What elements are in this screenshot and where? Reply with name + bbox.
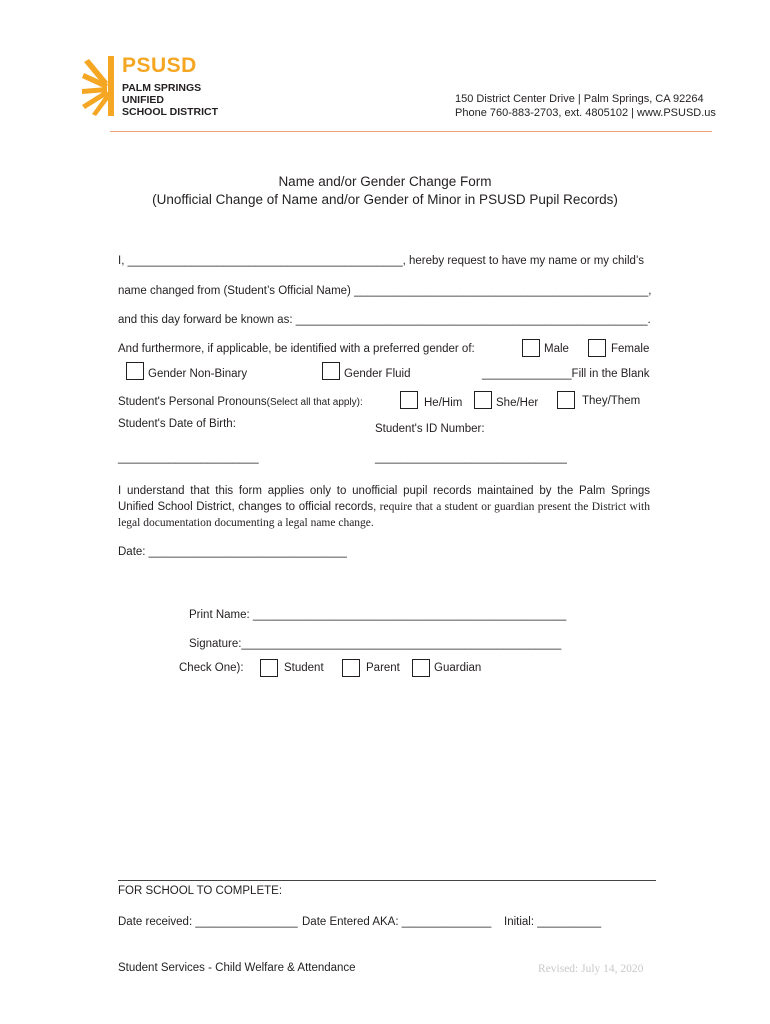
- logo-line-1: PALM SPRINGS: [122, 82, 202, 94]
- print-name-field[interactable]: Print Name: _________________________________________________: [189, 609, 567, 621]
- parent-checkbox[interactable]: [342, 659, 360, 677]
- they-them-label: They/Them: [582, 395, 641, 407]
- known-as-line[interactable]: and this day forward be known as: _______________________________________________________.: [118, 314, 651, 326]
- header-divider: [110, 131, 712, 132]
- fill-in-blank-field[interactable]: ______________Fill in the Blank: [482, 368, 650, 380]
- form-subtitle: (Unofficial Change of Name and/or Gender of Minor in PSUSD Pupil Records): [152, 192, 618, 207]
- female-checkbox[interactable]: [588, 339, 606, 357]
- revised-date: Revised: July 14, 2020: [538, 963, 644, 975]
- school-section-heading: FOR SCHOOL TO COMPLETE:: [118, 885, 283, 897]
- he-him-label: He/Him: [424, 397, 463, 409]
- dob-field[interactable]: ______________________: [118, 452, 259, 464]
- female-label: Female: [611, 343, 650, 355]
- student-label: Student: [284, 662, 324, 674]
- gender-prompt: And furthermore, if applicable, be identified with a preferred gender of:: [118, 343, 475, 355]
- guardian-label: Guardian: [434, 662, 482, 674]
- gender-fluid-label: Gender Fluid: [344, 368, 411, 380]
- initial-field[interactable]: Initial: __________: [504, 916, 602, 928]
- non-binary-label: Gender Non-Binary: [148, 368, 248, 380]
- request-line[interactable]: I, ___________________________________________, hereby request to have my name or my child’s: [118, 255, 645, 267]
- pronouns-label-text: Student's Personal Pronouns: [118, 396, 267, 408]
- guardian-checkbox[interactable]: [412, 659, 430, 677]
- district-address: 150 District Center Drive | Palm Springs, CA 92264: [455, 93, 704, 105]
- non-binary-checkbox[interactable]: [126, 362, 144, 380]
- form-title: Name and/or Gender Change Form: [278, 174, 492, 189]
- understanding-paragraph: [118, 483, 650, 531]
- male-label: Male: [544, 343, 569, 355]
- date-entered-field[interactable]: Date Entered AKA: ______________: [302, 916, 492, 928]
- student-id-label: Student's ID Number:: [375, 423, 485, 435]
- she-her-checkbox[interactable]: [474, 391, 492, 409]
- name-changed-line[interactable]: name changed from (Student’s Official Name) ______________________________________________,: [118, 285, 652, 297]
- check-one-label: Check One):: [179, 662, 244, 674]
- psusd-sun-logo-icon: [82, 56, 120, 116]
- understanding-text-1: I understand that this form applies only to unofficial pupil records maintained by the Palm Springs Unified School District, changes to official records,: [118, 485, 650, 513]
- date-field[interactable]: Date: _______________________________: [118, 546, 347, 558]
- she-her-label: She/Her: [496, 397, 539, 409]
- pronouns-hint: (Select all that apply):: [266, 397, 363, 408]
- district-contact: Phone 760-883-2703, ext. 4805102 | www.PSUSD.us: [455, 107, 716, 119]
- signature-field[interactable]: Signature:__________________________________________________: [189, 638, 562, 650]
- pronouns-label: [118, 396, 363, 408]
- student-id-field[interactable]: ______________________________: [375, 452, 567, 464]
- gender-fluid-checkbox[interactable]: [322, 362, 340, 380]
- male-checkbox[interactable]: [522, 339, 540, 357]
- student-checkbox[interactable]: [260, 659, 278, 677]
- footer-department: Student Services - Child Welfare & Attendance: [118, 962, 356, 974]
- date-received-field[interactable]: Date received: ________________: [118, 916, 298, 928]
- understanding-text-2: require that a student or guardian present the District with legal documentation documenting a legal name change.: [118, 501, 650, 529]
- logo-line-2: UNIFIED: [122, 94, 164, 106]
- parent-label: Parent: [366, 662, 400, 674]
- they-them-checkbox[interactable]: [557, 391, 575, 409]
- dob-label: Student's Date of Birth:: [118, 418, 236, 430]
- school-section-divider: [118, 880, 656, 881]
- logo-wordmark: PSUSD: [122, 54, 197, 77]
- he-him-checkbox[interactable]: [400, 391, 418, 409]
- logo-line-3: SCHOOL DISTRICT: [122, 106, 219, 118]
